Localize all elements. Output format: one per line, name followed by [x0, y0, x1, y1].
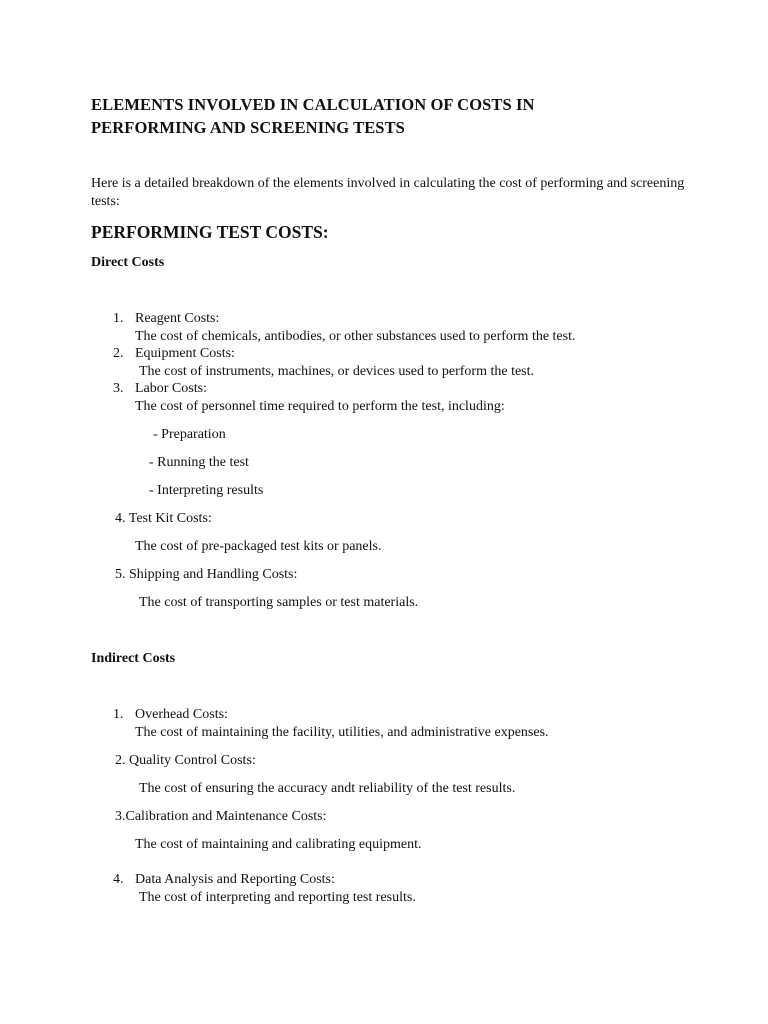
list-item-label: 5. Shipping and Handling Costs:	[115, 567, 298, 582]
list-item-description: The cost of instruments, machines, or devices used to perform the test.	[139, 364, 535, 379]
intro-paragraph-line-2: tests:	[91, 194, 120, 209]
list-item-number: 4.	[113, 872, 124, 887]
sub-list-item: - Running the test	[149, 455, 249, 470]
list-item-description: The cost of personnel time required to perform the test, including:	[135, 399, 505, 414]
list-item-description: The cost of maintaining the facility, utilities, and administrative expenses.	[135, 725, 549, 740]
list-item-label: Overhead Costs:	[135, 707, 228, 722]
list-item-description: The cost of maintaining and calibrating equipment.	[135, 837, 422, 852]
list-item-label: Reagent Costs:	[135, 311, 220, 326]
section-heading: PERFORMING TEST COSTS:	[91, 222, 329, 242]
list-item-number: 1.	[113, 311, 124, 326]
list-item-label: Labor Costs:	[135, 381, 207, 396]
page-title-line-2: PERFORMING AND SCREENING TESTS	[91, 118, 405, 137]
page-title-line-1: ELEMENTS INVOLVED IN CALCULATION OF COSTS IN	[91, 95, 535, 114]
list-item-number: 2.	[113, 346, 124, 361]
list-item-description: The cost of pre-packaged test kits or panels.	[135, 539, 382, 554]
list-item-description: The cost of chemicals, antibodies, or other substances used to perform the test.	[135, 329, 576, 344]
list-item-description: The cost of interpreting and reporting test results.	[139, 890, 416, 905]
sub-list-item: - Preparation	[153, 427, 226, 442]
list-item-label: 4. Test Kit Costs:	[115, 511, 212, 526]
list-item-label: Equipment Costs:	[135, 346, 235, 361]
sub-list-item: - Interpreting results	[149, 483, 264, 498]
list-item-label: Data Analysis and Reporting Costs:	[135, 872, 335, 887]
list-item-label: 3.Calibration and Maintenance Costs:	[115, 809, 327, 824]
list-item-label: 2. Quality Control Costs:	[115, 753, 256, 768]
list-item-description: The cost of ensuring the accuracy andt reliability of the test results.	[139, 781, 516, 796]
indirect-costs-heading: Indirect Costs	[91, 651, 176, 666]
list-item-description: The cost of transporting samples or test materials.	[139, 595, 419, 610]
direct-costs-heading: Direct Costs	[91, 255, 165, 270]
intro-paragraph-line-1: Here is a detailed breakdown of the elements involved in calculating the cost of performing and screening	[91, 176, 685, 191]
list-item-number: 3.	[113, 381, 124, 396]
list-item-number: 1.	[113, 707, 124, 722]
